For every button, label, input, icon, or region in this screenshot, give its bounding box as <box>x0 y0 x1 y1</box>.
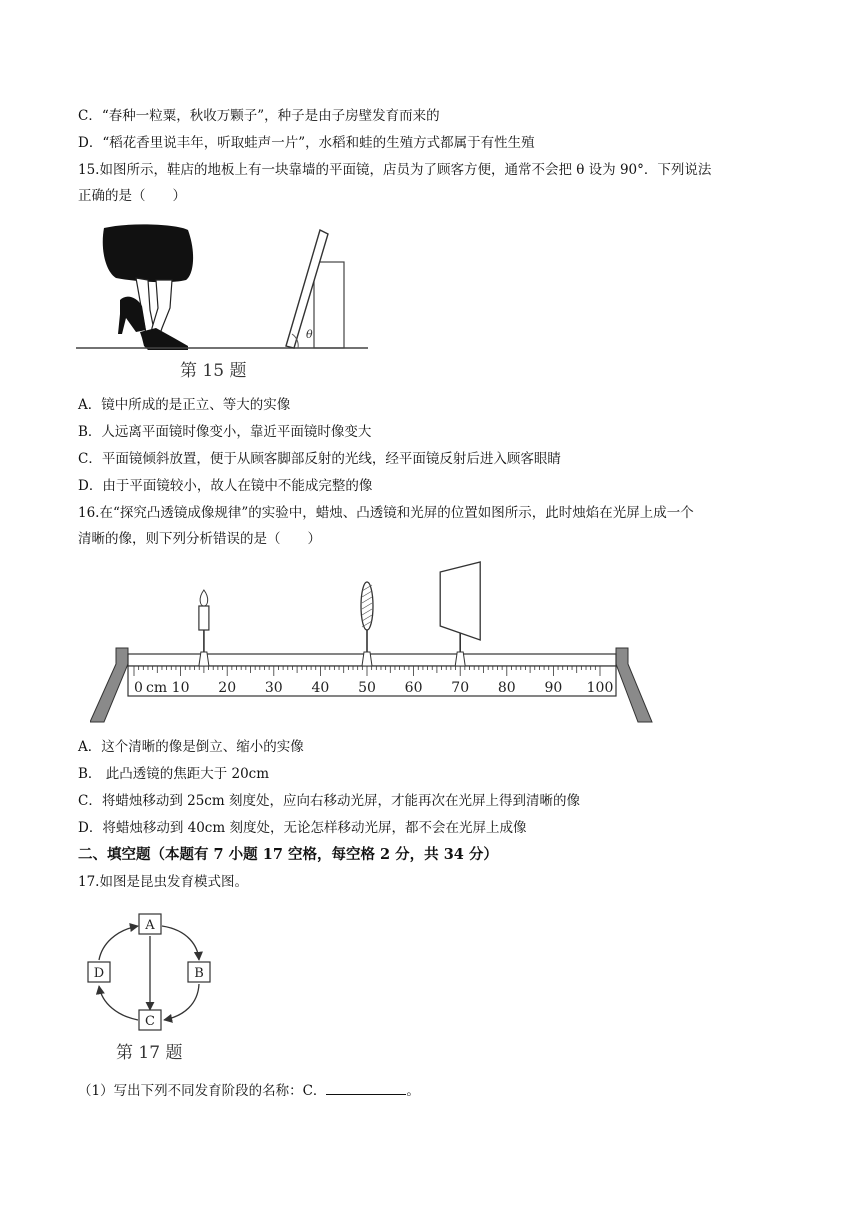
q16-stem-line1: 16.在“探究凸透镜成像规律”的实验中，蜡烛、凸透镜和光屏的位置如图所示，此时烛焰在光屏上成一个 <box>78 505 694 521</box>
node-a-label: A <box>145 918 155 933</box>
candle-body <box>199 606 209 630</box>
q17-part1-suffix: 。 <box>406 1083 420 1099</box>
q15-option-a: A．镜中所成的是正立、等大的实像 <box>78 397 291 413</box>
q15-stem-line1: 15.如图所示，鞋店的地板上有一块靠墙的平面镜，店员为了顾客方便，通常不会把 θ 设为 90°．下列说法 <box>78 162 712 178</box>
node-b-label: B <box>194 966 204 981</box>
ruler-tick-label: 60 <box>404 680 423 696</box>
light-screen <box>440 562 480 666</box>
angle-theta-label: θ <box>306 328 313 341</box>
ruler-tick-label: 30 <box>264 680 283 696</box>
q16-option-a: A．这个清晰的像是倒立、缩小的实像 <box>78 739 304 755</box>
ruler-tick-label: 70 <box>451 680 470 696</box>
node-d-label: D <box>93 966 105 981</box>
arrow-b-to-c <box>164 984 199 1020</box>
q16-option-d: D．将蜡烛移动到 40cm 刻度处，无论怎样移动光屏，都不会在光屏上成像 <box>78 820 527 836</box>
ruler-unit-label: cm <box>146 680 168 696</box>
q15-figure-caption: 第 15 题 <box>180 361 247 381</box>
ruler-tick-label: 20 <box>218 680 237 696</box>
q17-figure <box>80 908 230 1066</box>
q14-option-d: D．“稻花香里说丰年，听取蛙声一片”，水稻和蛙的生殖方式都属于有性生殖 <box>78 135 535 151</box>
arrow-c-to-d <box>99 986 138 1020</box>
q16-option-c: C．将蜡烛移动到 25cm 刻度处，应向右移动光屏，才能再次在光屏上得到清晰的像 <box>78 793 580 809</box>
ruler-tick-label: 50 <box>358 680 376 696</box>
shoe-floor <box>140 328 188 350</box>
ruler-tick-label: 90 <box>544 680 563 696</box>
candle-flame <box>200 590 208 606</box>
skirt-silhouette <box>103 224 193 282</box>
ruler-tick-label: 80 <box>497 680 516 696</box>
q15-option-b: B．人远离平面镜时像变小，靠近平面镜时像变大 <box>78 424 372 440</box>
candle <box>199 590 209 666</box>
q17-part1-answer-blank[interactable] <box>326 1080 406 1095</box>
ruler-tick-label: 40 <box>311 680 330 696</box>
q16-option-b: B． 此凸透镜的焦距大于 20cm <box>78 766 270 782</box>
q15-option-d: D．由于平面镜较小，故人在镜中不能成完整的像 <box>78 478 373 494</box>
holder-base <box>199 652 209 666</box>
node-c-label: C <box>145 1014 155 1029</box>
ruler-tick-label: 100 <box>586 680 614 696</box>
section-2-heading: 二、填空题（本题有 7 小题 17 空格，每空格 2 分，共 34 分） <box>78 846 498 863</box>
mirror-back-board <box>314 262 344 348</box>
q17-part1-prefix: （1）写出下列不同发育阶段的名称：C． <box>78 1083 327 1099</box>
q17-stem: 17.如图是昆虫发育模式图。 <box>78 874 248 890</box>
q14-option-c: C．“春种一粒粟，秋收万颗子”，种子是由子房壁发育而来的 <box>78 108 440 124</box>
arrow-d-to-a <box>99 926 138 960</box>
screen-panel <box>440 562 480 640</box>
holder-base <box>455 652 465 666</box>
q16-stem-line2: 清晰的像，则下列分析错误的是（ ） <box>78 531 321 547</box>
q15-option-c: C．平面镜倾斜放置，便于从顾客脚部反射的光线，经平面镜反射后进入顾客眼睛 <box>78 451 561 467</box>
q17-part1 <box>78 1080 420 1101</box>
arrow-a-to-b <box>162 926 199 960</box>
q17-figure-caption: 第 17 题 <box>116 1043 183 1063</box>
q16-figure <box>90 560 656 726</box>
right-stand <box>616 648 652 722</box>
holder-base <box>362 652 372 666</box>
ruler-tick-label: 10 <box>171 680 190 696</box>
ruler-tick-label: 0 <box>134 680 143 696</box>
q15-figure <box>76 222 368 384</box>
left-stand <box>90 648 128 722</box>
q15-stem-line2: 正确的是（ ） <box>78 188 186 204</box>
